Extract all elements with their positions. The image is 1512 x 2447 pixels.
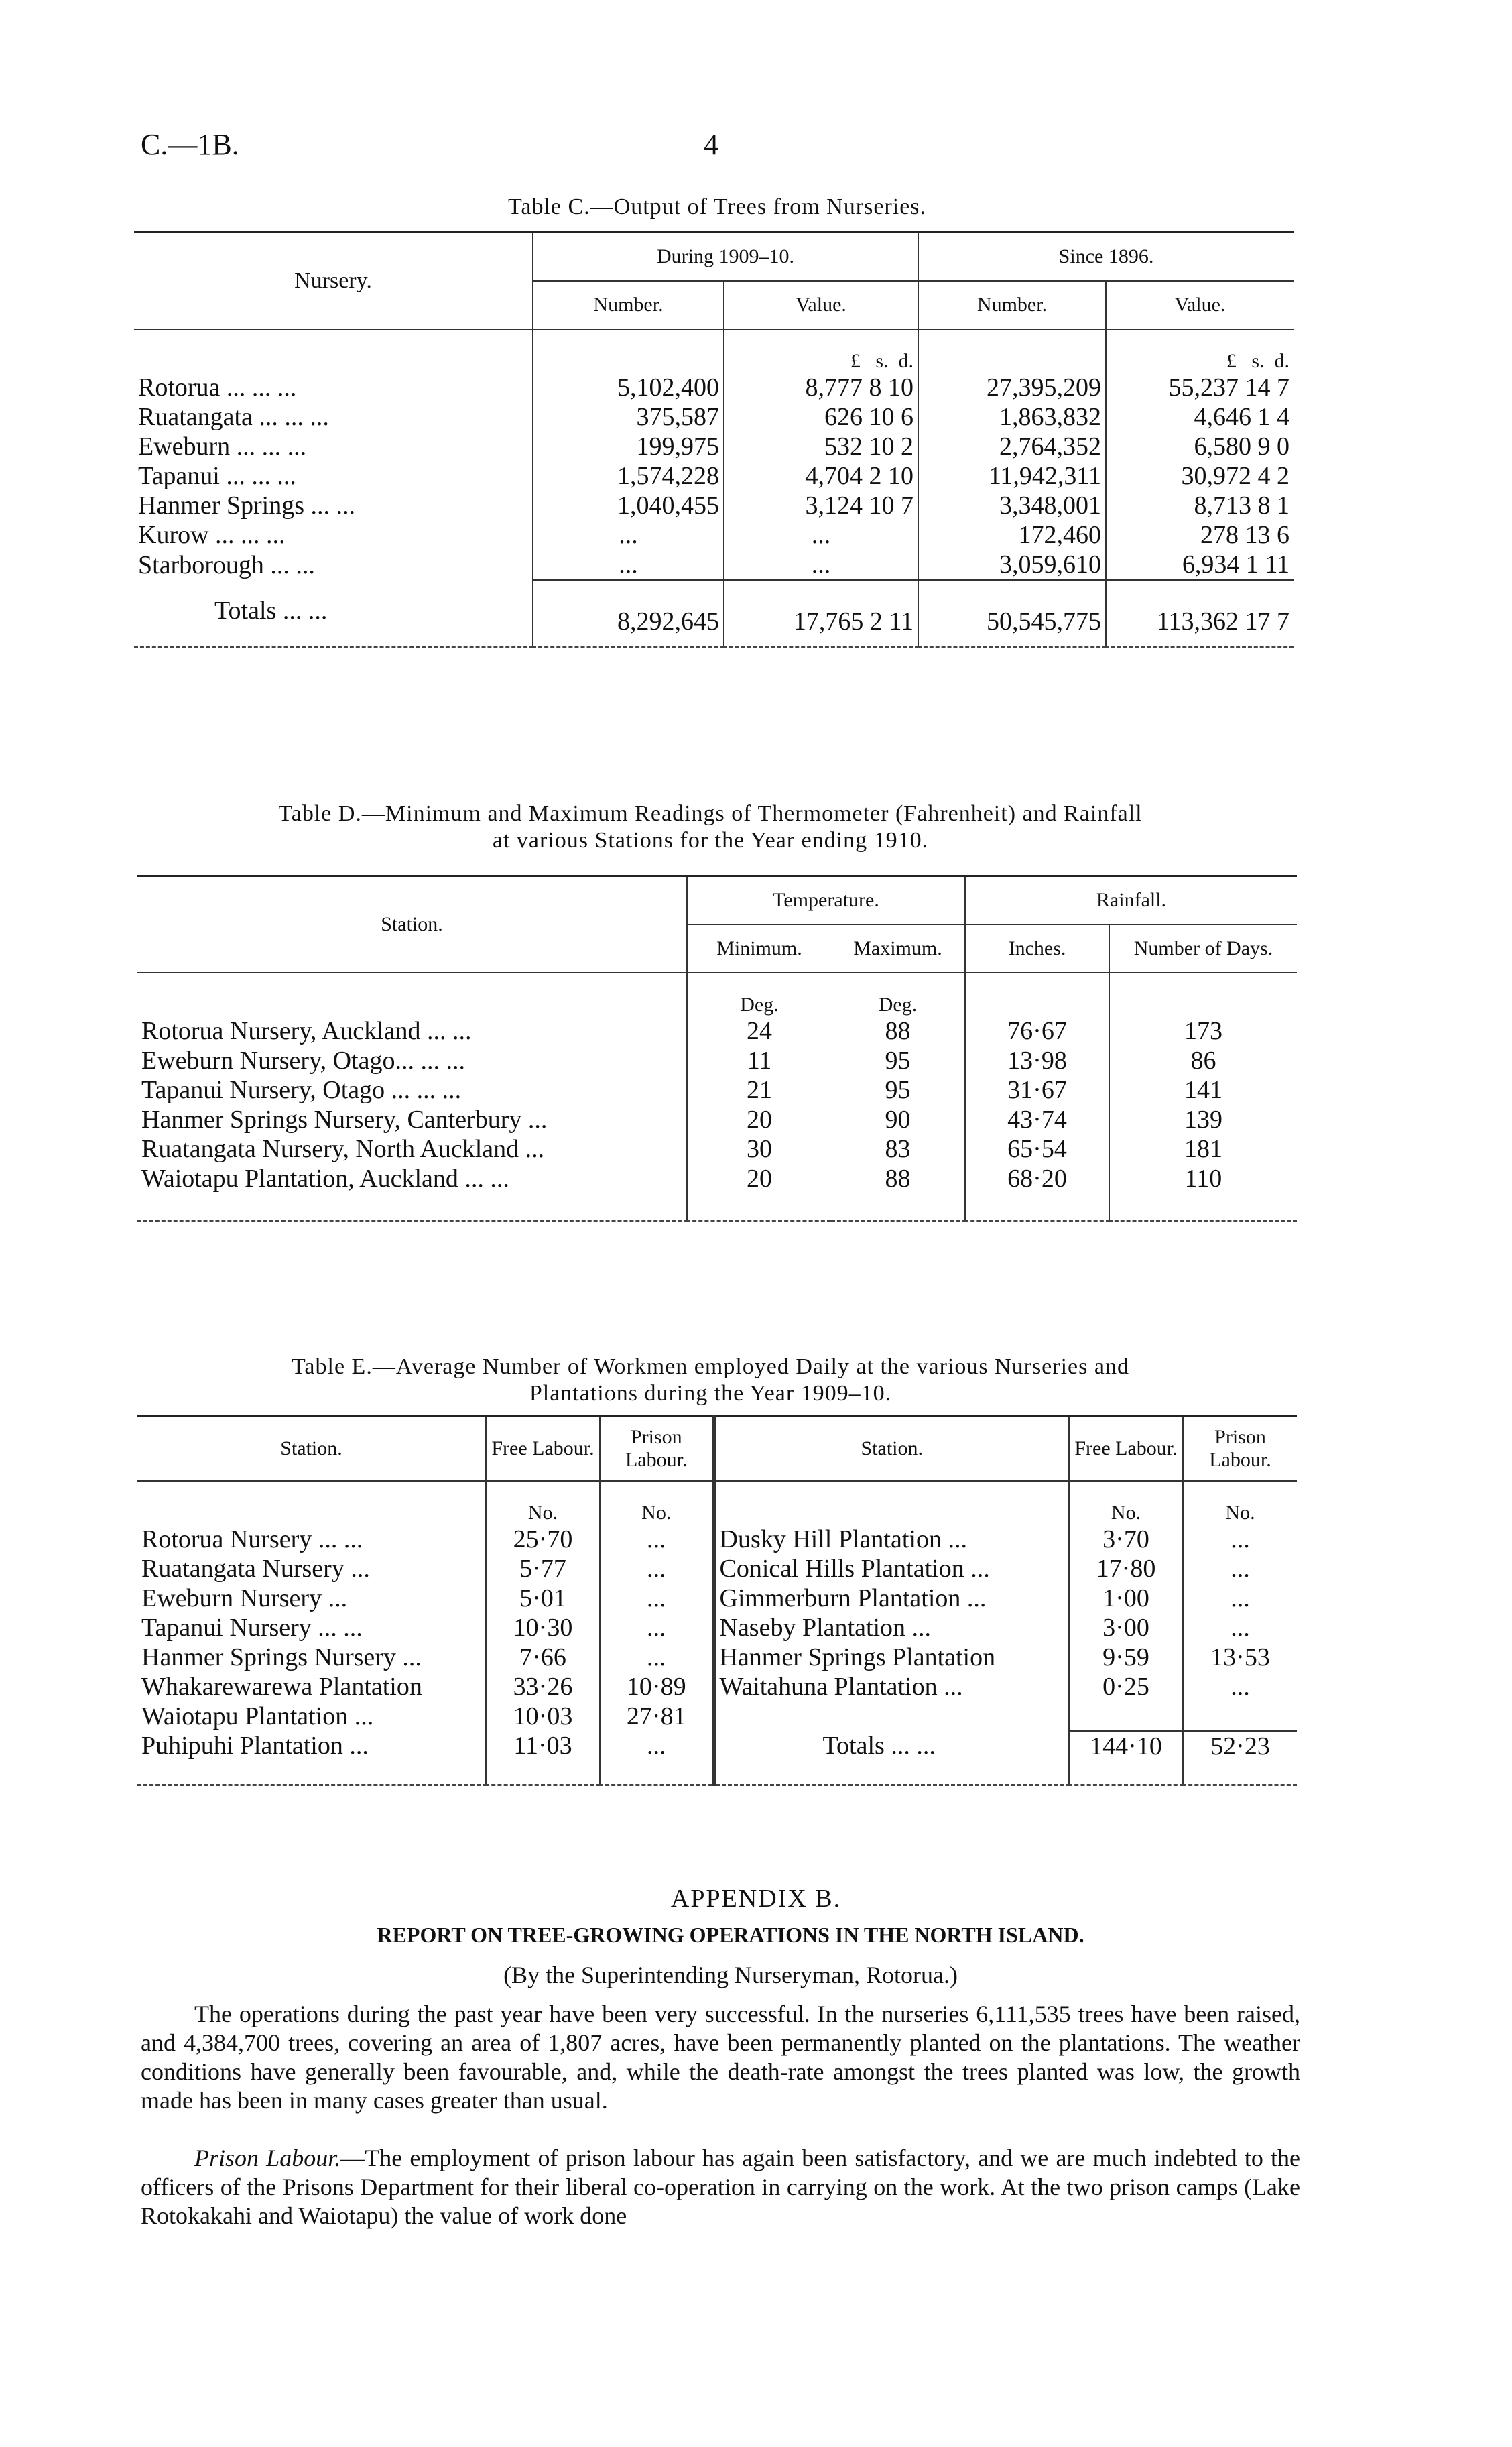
prison-labour-heading: Prison Labour. [194, 2145, 341, 2171]
table-row: Waiotapu Plantation ... 10·03 27·81 [137, 1702, 1297, 1731]
totals-row: Totals ... ... 8,292,645 17,765 2 11 50,545,775 113,362 17 7 [134, 580, 1294, 647]
table-row: Hanmer Springs Nursery ... 7·66 ... Hanmer Springs Plantation 9·59 13·53 [137, 1643, 1297, 1672]
col-min: Minimum. [687, 924, 831, 973]
col-number-2: Number. [918, 281, 1106, 329]
col-station-right: Station. [714, 1416, 1069, 1482]
appendix-subtitle: REPORT ON TREE-GROWING OPERATIONS IN THE NORTH ISLAND. [377, 1923, 1084, 1947]
page-number: 4 [704, 128, 718, 161]
table-row: Tapanui Nursery ... ... 10·30 ... Naseby Plantation ... 3·00 ... [137, 1613, 1297, 1643]
table-d-caption-2: at various Stations for the Year ending 1910. [492, 828, 929, 853]
col-free-left: Free Labour. [486, 1416, 600, 1482]
table-c-caption: Table C.—Output of Trees from Nurseries. [507, 194, 927, 219]
table-row: Rotorua ... ... ... 5,102,400 8,777 8 10 27,395,209 55,237 14 7 [134, 373, 1294, 402]
deg-label: Deg. [878, 994, 918, 1016]
group-rainfall: Rainfall. [965, 876, 1297, 925]
no-label: No. [1069, 1481, 1183, 1525]
appendix-paragraph-2 [141, 2144, 1300, 2230]
col-free-right: Free Labour. [1069, 1416, 1183, 1482]
table-row: Whakarewarewa Plantation 33·26 10·89 Waitahuna Plantation ... 0·25 ... [137, 1672, 1297, 1702]
table-row: Eweburn ... ... ... 199,975 532 10 2 2,764,352 6,580 9 0 [134, 432, 1294, 461]
col-prison-right: Prison Labour. [1183, 1416, 1297, 1482]
table-row: Hanmer Springs ... ... 1,040,455 3,124 10 7 3,348,001 8,713 8 1 [134, 491, 1294, 520]
units-1: £ s. d. [724, 329, 918, 373]
appendix-byline: (By the Superintending Nurseryman, Rotorua.) [503, 1962, 958, 1988]
group-temperature: Temperature. [687, 876, 965, 925]
table-c [134, 231, 1294, 648]
prison-labour-text: —The employment of prison labour has again been satisfactory, and we are much indebted to the officers of the Prisons Department for their liberal co-operation in carrying on the work. At the two prison camps (Lake Rotokakahi and Waiotapu) the value of work done [141, 2145, 1301, 2229]
group-during: During 1909–10. [533, 233, 918, 282]
appendix-paragraph-1: The operations during the past year have been very successful. In the nurseries 6,111,535 trees have been raised, and 4,384,700 trees, covering an area of 1,807 acres, have been permanently planted on the plantations. The weather conditions have generally been favourable, and, while the death-rate amongst the trees planted was low, the growth made has been in many cases greater than usual. [141, 2001, 1300, 2114]
no-label: No. [1183, 1481, 1297, 1525]
table-row: Ruatangata ... ... ... 375,587 626 10 6 1,863,832 4,646 1 4 [134, 402, 1294, 432]
units-2: £ s. d. [1106, 329, 1294, 373]
col-value-1: Value. [724, 281, 918, 329]
table-row: Tapanui Nursery, Otago ... ... ... 21 95 31·67 141 [137, 1075, 1297, 1105]
table-row: Ruatangata Nursery ... 5·77 ... Conical Hills Plantation ... 17·80 ... [137, 1554, 1297, 1584]
table-e-caption-1: Table E.—Average Number of Workmen employed Daily at the various Nurseries and [292, 1354, 1129, 1379]
table-e-caption-2: Plantations during the Year 1909–10. [529, 1381, 892, 1406]
col-number-1: Number. [533, 281, 724, 329]
table-row: Rotorua Nursery ... ... 25·70 ... Dusky Hill Plantation ... 3·70 ... [137, 1525, 1297, 1554]
appendix-title: APPENDIX B. [670, 1885, 842, 1913]
col-inches: Inches. [965, 924, 1109, 973]
col-station: Station. [137, 876, 687, 973]
table-row: Tapanui ... ... ... 1,574,228 4,704 2 10 11,942,311 30,972 4 2 [134, 461, 1294, 491]
table-e [137, 1415, 1297, 1786]
table-row: Puhipuhi Plantation ... 11·03 ... Totals ... ... 144·10 52·23 [137, 1731, 1297, 1785]
col-value-2: Value. [1106, 281, 1294, 329]
col-nursery: Nursery. [134, 233, 533, 330]
no-label: No. [486, 1481, 600, 1525]
table-d-caption-1: Table D.—Minimum and Maximum Readings of Thermometer (Fahrenheit) and Rainfall [278, 801, 1143, 826]
no-label: No. [600, 1481, 714, 1525]
table-row: Waiotapu Plantation, Auckland ... ... 20 88 68·20 110 [137, 1164, 1297, 1221]
table-d [137, 875, 1297, 1222]
table-row: Rotorua Nursery, Auckland ... ... 24 88 76·67 173 [137, 1016, 1297, 1046]
table-row: Eweburn Nursery ... 5·01 ... Gimmerburn Plantation ... 1·00 ... [137, 1584, 1297, 1613]
table-row: Eweburn Nursery, Otago... ... ... 11 95 13·98 86 [137, 1046, 1297, 1075]
page-code: C.—1B. [141, 128, 239, 161]
group-since: Since 1896. [918, 233, 1294, 282]
table-row: Starborough ... ... ... ... 3,059,610 6,934 1 11 [134, 550, 1294, 580]
deg-label: Deg. [687, 973, 831, 1016]
table-row: Ruatangata Nursery, North Auckland ... 30 83 65·54 181 [137, 1134, 1297, 1164]
table-row: Kurow ... ... ... ... ... 172,460 278 13 6 [134, 520, 1294, 550]
col-max: Maximum. [831, 924, 965, 973]
col-station-left: Station. [137, 1416, 486, 1482]
table-row: Hanmer Springs Nursery, Canterbury ... 20 90 43·74 139 [137, 1105, 1297, 1134]
col-prison-left: Prison Labour. [600, 1416, 714, 1482]
col-days: Number of Days. [1109, 924, 1297, 973]
